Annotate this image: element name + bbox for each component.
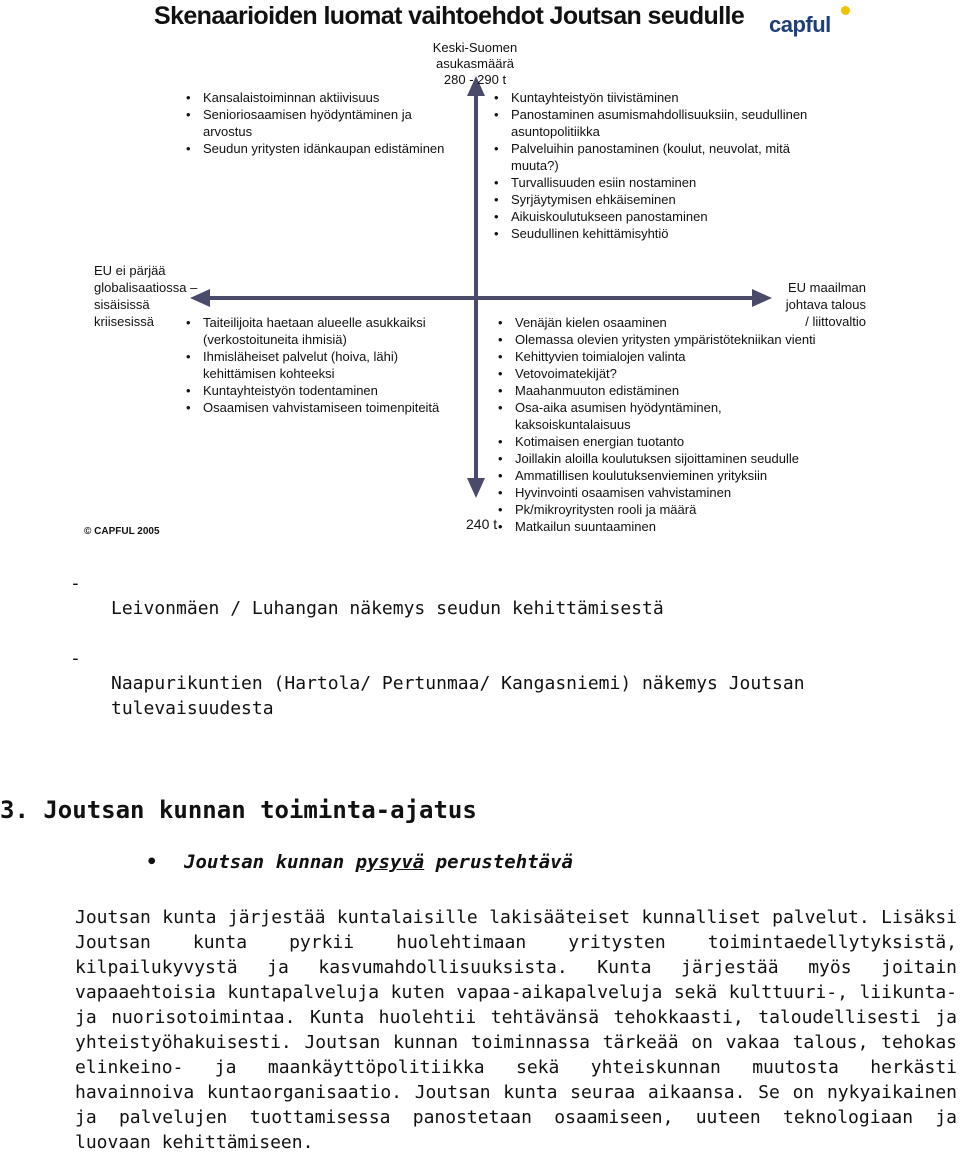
list-item: • Kansalaistoiminnan aktiivisuus [186,89,466,106]
list-item: • Taiteilijoita haetaan alueelle asukkaiksi (verkostoituneita ihmisiä) [186,314,466,348]
list-item: • Joillakin aloilla koulutuksen sijoittaminen seudulle [498,450,848,467]
list-item: • Matkailun suuntaaminen [498,518,848,535]
list-item: • Ihmisläheiset palvelut (hoiva, lähi) kehittämisen kohteeksi [186,348,466,382]
arrow-down-icon [467,478,485,498]
list-item: • Olemassa olevien yritysten ympäristötekniikan vienti [498,331,848,348]
list-item: • Seudun yritysten idänkaupan edistäminen [186,140,466,157]
list-item: • Palveluihin panostaminen (koulut, neuvolat, mitä muuta?) [494,140,834,174]
axis-right-label: EU maailman johtava talous / liittovaltio [785,280,866,329]
list-item: • Kotimaisen energian tuotanto [498,433,848,450]
top-left-quadrant-list [186,89,466,157]
section-bullet: • Joutsan kunnan pysyvä perustehtävä [146,851,573,873]
list-item: • Pk/mikroyritysten rooli ja määrä [498,501,848,518]
axis-bottom-label: 240 t [466,516,498,532]
bottom-left-quadrant-list [186,314,466,416]
list-item: • Turvallisuuden esiin nostaminen [494,174,834,191]
copyright-note: © CAPFUL 2005 [84,526,160,537]
diagram-title: Skenaarioiden luomat vaihtoehdot Joutsan seudulle [154,2,745,30]
list-item: • Ammatillisen koulutuksenvieminen yrityksiin [498,467,848,484]
capful-logo: capful [769,4,859,40]
bullet-icon: • [146,851,158,873]
list-item: • Hyvinvointi osaamisen vahvistaminen [498,484,848,501]
list-item: • Kehittyvien toimialojen valinta [498,348,848,365]
section-paragraph: Joutsan kunta järjestää kuntalaisille lakisääteiset kunnalliset palvelut. Lisäksi Joutsan kunta pyrkii huolehtimaan yritysten toimintaedellytyksistä, kilpailukyvystä ja kasvumahdollisuuksista. Kunta järjestää myös joitain vapaaehtoisia kuntapalveluja kuten vapaa-aikapalveluja sekä kulttuuri-, liikunta- ja nuorisotoimintaa. Kunta huolehtii tehtävänsä tehokkaasti, taloudellisesti ja yhteistyöhakuisesti. Joutsan kunnan toiminnassa tärkeää on vakaa talous, tehokas elinkeino- ja maankäyttöpolitiikka sekä yhteiskunnan muutosta herkästi havainnoiva kuntaorganisaatio. Joutsan kunta seuraa aikaansa. Se on nykyaikainen ja palvelujen tuottamisessa panostetaan osaamiseen, uuteen teknologiaan ja luovaan kehittämiseen. [75,907,957,1153]
bottom-right-quadrant-list [498,314,848,535]
list-item: • Osa-aika asumisen hyödyntäminen, kaksoiskuntalaisuus [498,399,848,433]
dash-item: - Naapurikuntien (Hartola/ Pertunmaa/ Kangasniemi) näkemys Joutsan tulevaisuudesta [70,648,805,719]
list-item: • Panostaminen asumismahdollisuuksiin, seudullinen asuntopolitiikka [494,106,834,140]
list-item: • Kuntayhteistyön todentaminen [186,382,466,399]
list-item: • Kuntayhteistyön tiivistäminen [494,89,834,106]
list-item: • Venäjän kielen osaaminen [498,314,848,331]
section-heading: 3. Joutsan kunnan toiminta-ajatus [0,796,477,824]
list-item: • Syrjäytymisen ehkäiseminen [494,191,834,208]
list-item: • Vetovoimatekijät? [498,365,848,382]
dash-list [70,571,870,721]
dash-item: - Leivonmäen / Luhangan näkemys seudun kehittämisestä [70,573,664,619]
top-right-quadrant-list [494,89,834,242]
list-item: • Aikuiskoulutukseen panostaminen [494,208,834,225]
list-item: • Maahanmuuton edistäminen [498,382,848,399]
list-item: • Osaamisen vahvistamiseen toimenpiteitä [186,399,466,416]
list-item: • Seudullinen kehittämisyhtiö [494,225,834,242]
list-item: • Senioriosaamisen hyödyntäminen ja arvostus [186,106,466,140]
axis-left-label: EU ei pärjää globalisaatiossa – sisäisissä kriisesissä [94,263,198,329]
axis-top-label: Keski-Suomen asukasmäärä 280 - 290 t [432,40,518,87]
